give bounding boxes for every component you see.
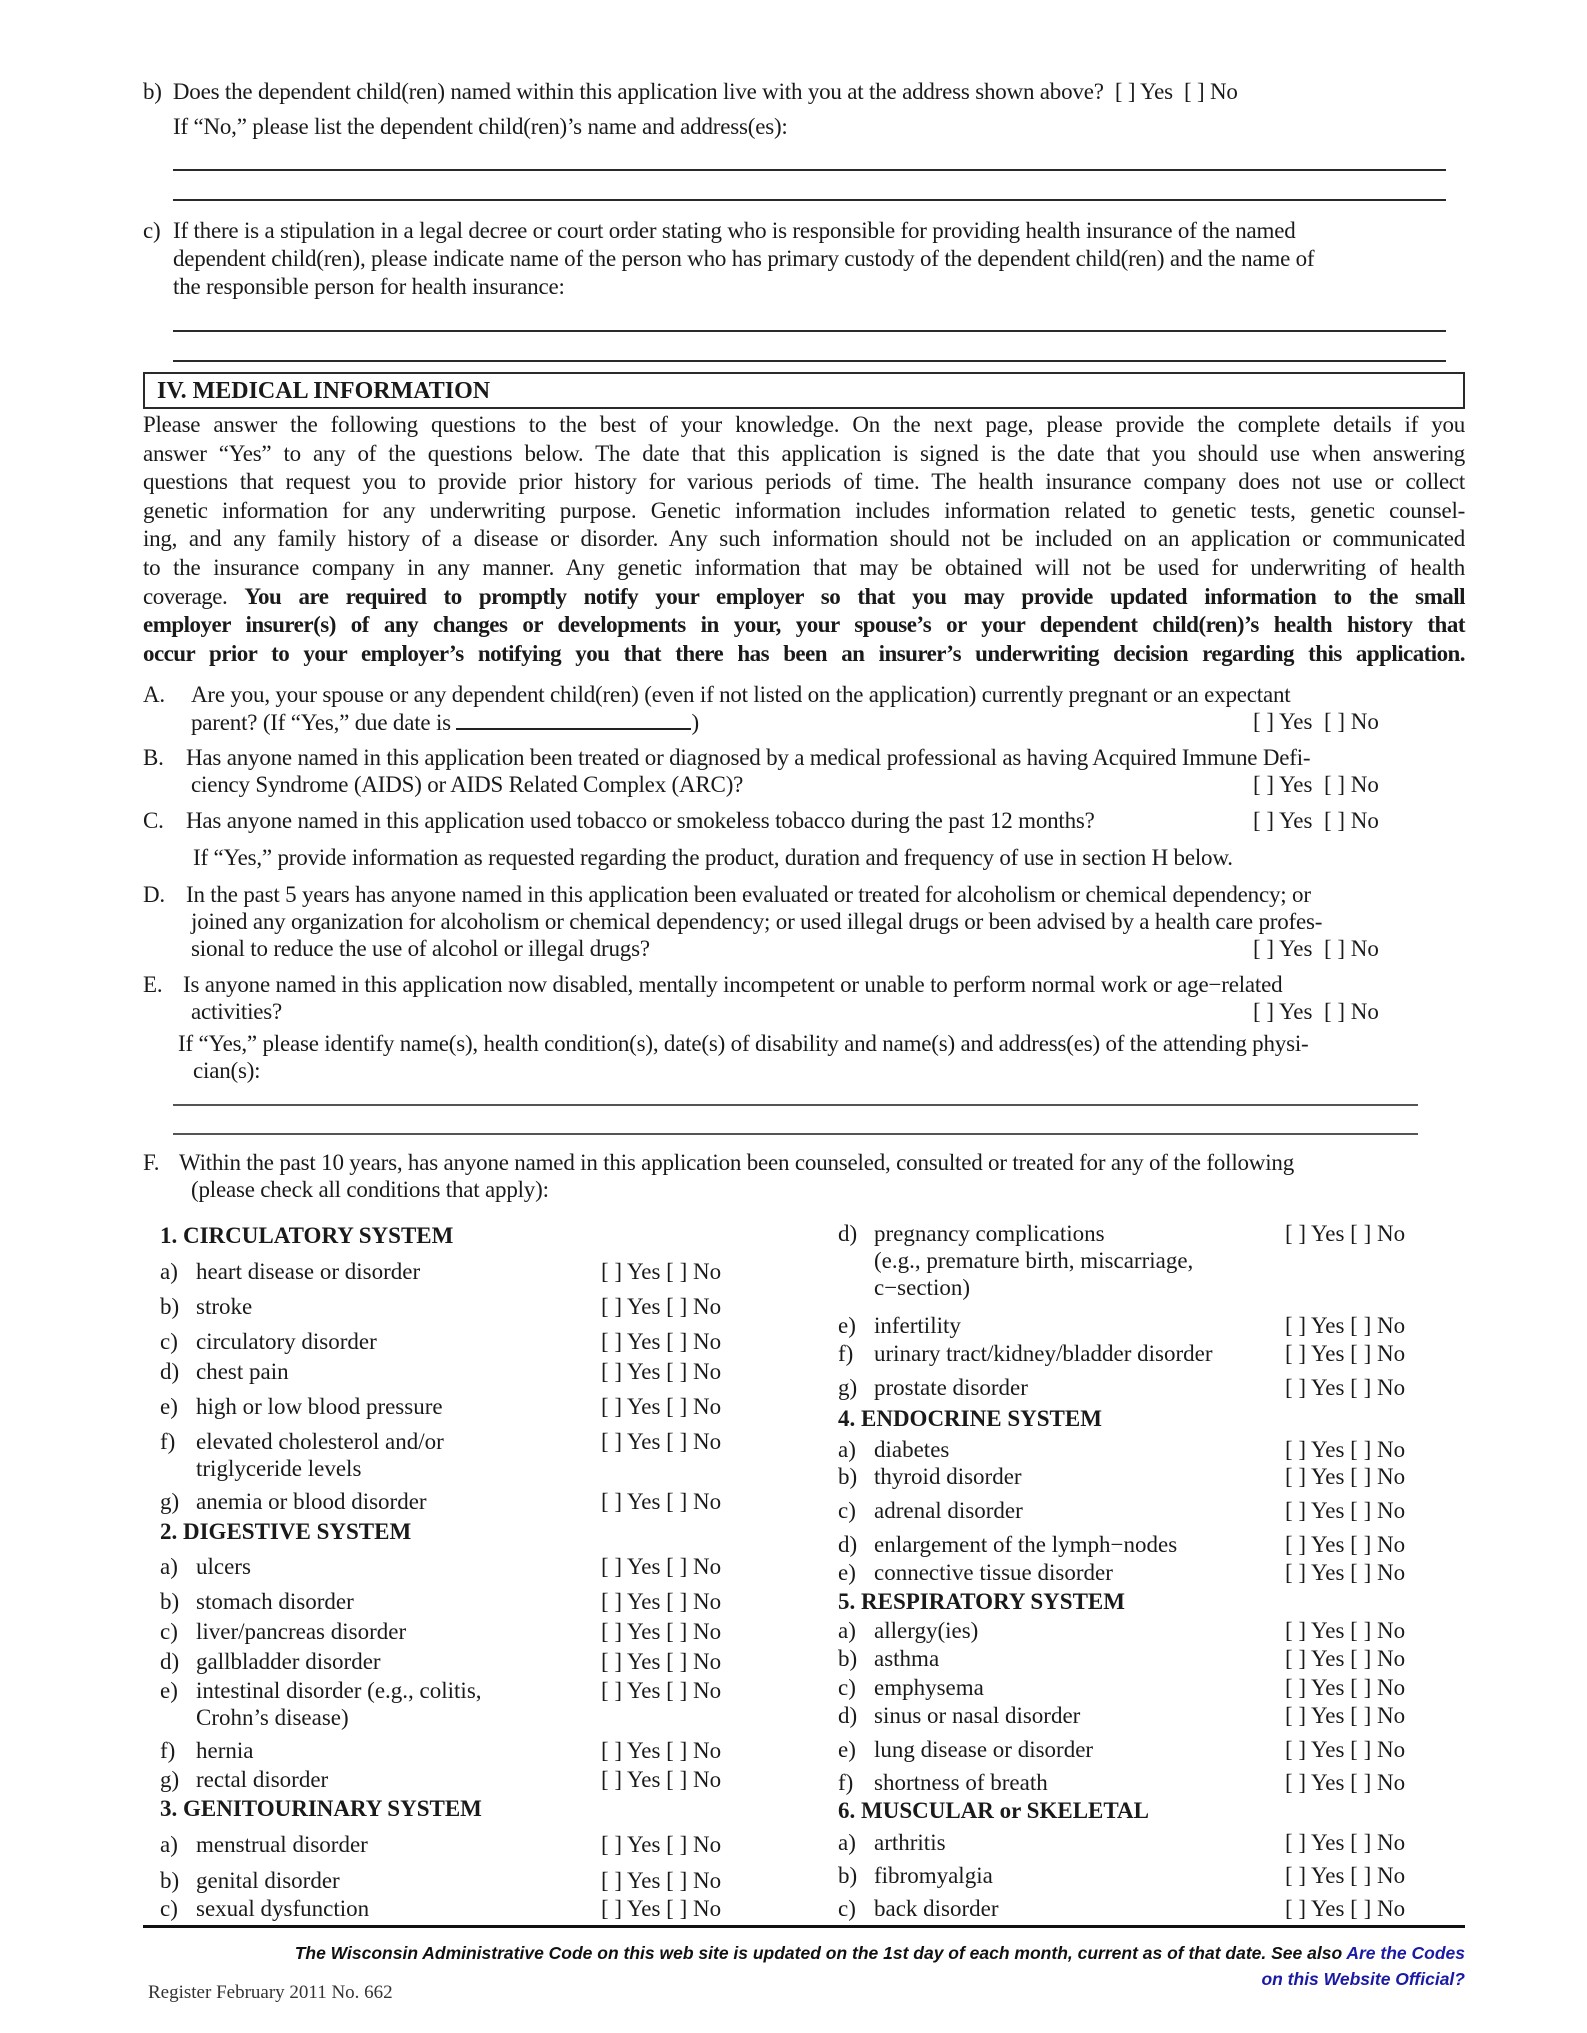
- condition-section-header: 1. CIRCULATORY SYSTEM: [160, 1223, 454, 1248]
- condition-label: elevated cholesterol and/or: [196, 1429, 444, 1454]
- question-a-yes-checkbox[interactable]: [ ] Yes: [1253, 709, 1313, 734]
- condition-yes-no-checkboxes[interactable]: [ ] Yes [ ] No: [1285, 1646, 1406, 1671]
- answer-line-c-1[interactable]: [173, 330, 1446, 332]
- condition-yes-no-checkboxes[interactable]: [ ] Yes [ ] No: [1285, 1863, 1406, 1888]
- condition-row: [160, 1618, 406, 1645]
- condition-row: [838, 1559, 1113, 1586]
- question-a-no-checkbox[interactable]: [ ] No: [1323, 709, 1379, 734]
- condition-row: [160, 1488, 427, 1515]
- condition-label: stomach disorder: [196, 1589, 354, 1614]
- condition-yes-no-checkboxes[interactable]: [ ] Yes [ ] No: [601, 1619, 722, 1644]
- condition-letter: b): [160, 1589, 180, 1614]
- condition-row: [838, 1340, 1213, 1367]
- question-c-upper-note: If “Yes,” provide information as requested regarding the product, duration and frequency of use in section H below.: [193, 845, 1233, 870]
- condition-label: arthritis: [874, 1830, 946, 1855]
- condition-label: back disorder: [874, 1896, 999, 1921]
- condition-letter: f): [838, 1770, 854, 1795]
- condition-yes-no-checkboxes[interactable]: [ ] Yes [ ] No: [601, 1868, 722, 1893]
- question-a-label: A.: [143, 682, 165, 707]
- condition-row: [838, 1531, 1177, 1558]
- section-header-medical-information: [143, 372, 1465, 409]
- condition-yes-no-checkboxes[interactable]: [ ] Yes [ ] No: [1285, 1770, 1406, 1795]
- condition-letter: e): [160, 1678, 178, 1703]
- condition-row: [160, 1258, 420, 1285]
- condition-label: ulcers: [196, 1554, 251, 1579]
- question-a-line-2: [191, 708, 699, 737]
- question-b-upper-line-2: ciency Syndrome (AIDS) or AIDS Related Complex (ARC)?: [191, 772, 744, 797]
- condition-letter: a): [160, 1554, 178, 1579]
- condition-letter: b): [160, 1868, 180, 1893]
- condition-label: connective tissue disorder: [874, 1560, 1113, 1585]
- condition-row: [838, 1617, 978, 1644]
- condition-yes-no-checkboxes[interactable]: [ ] Yes [ ] No: [1285, 1560, 1406, 1585]
- condition-label: gallbladder disorder: [196, 1649, 381, 1674]
- condition-row: [160, 1328, 377, 1355]
- condition-yes-no-checkboxes[interactable]: [ ] Yes [ ] No: [1285, 1896, 1406, 1921]
- intro-line: to the insurance company in any manner. Any genetic information that may be obtained will not be used for underwriting of health: [143, 554, 1465, 580]
- intro-bold-text: employer insurer(s) of any changes or developments in your, your spouse’s or your dependent child(ren)’s health history that: [143, 612, 1465, 638]
- condition-yes-no-checkboxes[interactable]: [ ] Yes [ ] No: [601, 1489, 722, 1514]
- condition-letter: b): [838, 1863, 858, 1888]
- condition-letter: f): [160, 1738, 176, 1763]
- condition-label-continued: triglyceride levels: [196, 1456, 362, 1481]
- intro-bold-text: You are required to promptly notify your employer so that you may provide updated information to the small: [244, 583, 1466, 609]
- condition-row: [160, 1677, 482, 1731]
- condition-label-continued: (e.g., premature birth, miscarriage,: [874, 1248, 1194, 1273]
- condition-row: [838, 1736, 1093, 1763]
- condition-row: [160, 1393, 443, 1420]
- question-c-upper-no-checkbox[interactable]: [ ] No: [1323, 808, 1379, 833]
- intro-line: ing, and any family history of a disease or disorder. Any such information should not be included on an application or communicated: [143, 526, 1465, 552]
- intro-line: answer “Yes” to any of the questions below. The date that this application is signed is the date that you should use when answering: [143, 440, 1465, 466]
- condition-letter: d): [160, 1649, 180, 1674]
- question-b-upper-no-checkbox[interactable]: [ ] No: [1323, 772, 1379, 797]
- condition-label: intestinal disorder (e.g., colitis,: [196, 1678, 482, 1703]
- condition-yes-no-checkboxes[interactable]: [ ] Yes [ ] No: [601, 1394, 722, 1419]
- medical-intro-paragraph: [143, 411, 1465, 668]
- official-codes-link[interactable]: Are the Codes: [1346, 1943, 1465, 1963]
- question-d-yes-checkbox[interactable]: [ ] Yes: [1253, 936, 1313, 961]
- condition-letter: a): [838, 1830, 856, 1855]
- question-e-note-1: If “Yes,” please identify name(s), health condition(s), date(s) of disability and name(s) and address(es) of the attending physi-: [178, 1031, 1309, 1056]
- condition-row: [160, 1293, 252, 1320]
- condition-letter: e): [838, 1560, 856, 1585]
- condition-row: [838, 1312, 961, 1339]
- question-e-yes-no: [1253, 998, 1379, 1025]
- condition-yes-no-checkboxes[interactable]: [ ] Yes [ ] No: [601, 1329, 722, 1354]
- condition-letter: e): [160, 1394, 178, 1419]
- question-a-line-1: Are you, your spouse or any dependent child(ren) (even if not listed on the application) currently pregnant or an expectant: [191, 682, 1291, 707]
- question-c-label: c): [143, 218, 161, 243]
- condition-row: [160, 1737, 253, 1764]
- condition-row: [838, 1674, 984, 1701]
- condition-yes-no-checkboxes[interactable]: [ ] Yes [ ] No: [1285, 1675, 1406, 1700]
- official-codes-link-line-2[interactable]: on this Website Official?: [1261, 1969, 1465, 1989]
- condition-yes-no-checkboxes[interactable]: [ ] Yes [ ] No: [601, 1259, 722, 1284]
- question-d-no-checkbox[interactable]: [ ] No: [1323, 936, 1379, 961]
- condition-row: [160, 1588, 354, 1615]
- condition-row: [160, 1648, 381, 1675]
- condition-yes-no-checkboxes[interactable]: [ ] Yes [ ] No: [601, 1678, 722, 1703]
- question-c-line-1: If there is a stipulation in a legal decree or court order stating who is responsible for providing health insurance of the named: [173, 218, 1296, 243]
- condition-yes-no-checkboxes[interactable]: [ ] Yes [ ] No: [601, 1589, 722, 1614]
- condition-label: chest pain: [196, 1359, 289, 1384]
- answer-line-e-1[interactable]: [173, 1104, 1418, 1106]
- question-b-upper-label: B.: [143, 745, 164, 770]
- question-e-label: E.: [143, 972, 163, 997]
- condition-label: sexual dysfunction: [196, 1896, 370, 1921]
- condition-yes-no-checkboxes[interactable]: [ ] Yes [ ] No: [1285, 1313, 1406, 1338]
- answer-line-e-2[interactable]: [173, 1133, 1418, 1135]
- condition-letter: a): [160, 1259, 178, 1284]
- question-a-close-paren: ): [691, 710, 699, 735]
- condition-section-header: 4. ENDOCRINE SYSTEM: [838, 1406, 1102, 1431]
- question-f-label: F.: [143, 1150, 160, 1175]
- condition-letter: g): [160, 1489, 180, 1514]
- condition-row: [838, 1862, 993, 1889]
- condition-yes-no-checkboxes[interactable]: [ ] Yes [ ] No: [1285, 1532, 1406, 1557]
- question-d-yes-no: [1253, 935, 1379, 962]
- question-b: [143, 78, 1238, 106]
- question-c-line-3: the responsible person for health insurance:: [173, 274, 565, 299]
- question-b-text: Does the dependent child(ren) named within this application live with you at the address shown above?: [172, 79, 1104, 104]
- condition-label: stroke: [196, 1294, 253, 1319]
- question-b-no-checkbox[interactable]: [ ] No: [1184, 79, 1238, 104]
- condition-section-header: 2. DIGESTIVE SYSTEM: [160, 1519, 412, 1544]
- condition-letter: e): [838, 1737, 856, 1762]
- condition-label: shortness of breath: [874, 1770, 1048, 1795]
- condition-letter: b): [160, 1294, 180, 1319]
- condition-yes-no-checkboxes[interactable]: [ ] Yes [ ] No: [1285, 1703, 1406, 1728]
- condition-yes-no-checkboxes[interactable]: [ ] Yes [ ] No: [601, 1359, 722, 1384]
- condition-row: [160, 1831, 368, 1858]
- condition-letter: c): [160, 1619, 178, 1644]
- question-b-upper-line-1: Has anyone named in this application been treated or diagnosed by a medical professional as having Acquired Immune Defi-: [186, 745, 1311, 770]
- condition-yes-no-checkboxes[interactable]: [ ] Yes [ ] No: [601, 1832, 722, 1857]
- condition-label: prostate disorder: [874, 1375, 1028, 1400]
- condition-yes-no-checkboxes[interactable]: [ ] Yes [ ] No: [1285, 1464, 1406, 1489]
- question-c-line-2: dependent child(ren), please indicate name of the person who has primary custody of the dependent child(ren) and the name of: [173, 246, 1315, 271]
- condition-label: rectal disorder: [196, 1767, 329, 1792]
- condition-label-continued: Crohn’s disease): [196, 1705, 349, 1730]
- condition-letter: d): [838, 1532, 858, 1557]
- condition-letter: c): [838, 1896, 856, 1921]
- footer-note-text: The Wisconsin Administrative Code on this web site is updated on the 1st day of each month, current as of that date. See also: [294, 1943, 1347, 1963]
- condition-yes-no-checkboxes[interactable]: [ ] Yes [ ] No: [601, 1896, 722, 1921]
- question-e-yes-checkbox[interactable]: [ ] Yes: [1253, 999, 1313, 1024]
- question-a-text: parent? (If “Yes,” due date is: [191, 710, 457, 735]
- condition-label: thyroid disorder: [874, 1464, 1022, 1489]
- question-b-upper-yes-checkbox[interactable]: [ ] Yes: [1253, 772, 1313, 797]
- condition-yes-no-checkboxes[interactable]: [ ] Yes [ ] No: [1285, 1737, 1406, 1762]
- condition-letter: e): [838, 1313, 856, 1338]
- condition-yes-no-checkboxes[interactable]: [ ] Yes [ ] No: [601, 1767, 722, 1792]
- condition-label: lung disease or disorder: [874, 1737, 1094, 1762]
- condition-label: genital disorder: [196, 1868, 340, 1893]
- question-d-label: D.: [143, 882, 165, 907]
- condition-letter: c): [838, 1498, 856, 1523]
- condition-row: [838, 1463, 1022, 1490]
- condition-label: enlargement of the lymph−nodes: [874, 1532, 1178, 1557]
- condition-row: [838, 1220, 1193, 1301]
- condition-yes-no-checkboxes[interactable]: [ ] Yes [ ] No: [601, 1554, 722, 1579]
- question-c-upper-yes-checkbox[interactable]: [ ] Yes: [1253, 808, 1313, 833]
- question-d-line-1: In the past 5 years has anyone named in this application been evaluated or treated for alcoholism or chemical dependency; or: [186, 882, 1311, 907]
- footer-divider: [143, 1925, 1465, 1928]
- condition-label: high or low blood pressure: [196, 1394, 443, 1419]
- condition-row: [160, 1358, 289, 1385]
- condition-yes-no-checkboxes[interactable]: [ ] Yes [ ] No: [601, 1294, 722, 1319]
- answer-line-b-2[interactable]: [173, 199, 1446, 201]
- condition-label: pregnancy complications: [874, 1221, 1105, 1246]
- condition-letter: a): [838, 1437, 856, 1462]
- condition-section-header: 3. GENITOURINARY SYSTEM: [160, 1796, 482, 1821]
- question-b-followup: If “No,” please list the dependent child(ren)’s name and address(es):: [173, 114, 788, 139]
- question-d-line-2: joined any organization for alcoholism or chemical dependency; or used illegal drugs or been advised by a health care profes-: [191, 909, 1323, 934]
- question-c-upper-label: C.: [143, 808, 164, 833]
- condition-label: asthma: [874, 1646, 940, 1671]
- intro-line: questions that request you to provide prior history for various periods of time. The health insurance company does not use or collect: [143, 469, 1465, 495]
- condition-letter: g): [160, 1767, 180, 1792]
- condition-row: [160, 1895, 369, 1922]
- condition-row: [160, 1553, 251, 1580]
- question-f-line-2: (please check all conditions that apply):: [191, 1177, 549, 1202]
- question-b-upper-yes-no: [1253, 771, 1379, 798]
- condition-label: diabetes: [874, 1437, 950, 1462]
- condition-row: [838, 1702, 1080, 1729]
- question-e-note-2: cian(s):: [193, 1058, 261, 1083]
- condition-yes-no-checkboxes[interactable]: [ ] Yes [ ] No: [1285, 1341, 1406, 1366]
- condition-label: circulatory disorder: [196, 1329, 377, 1354]
- condition-letter: d): [838, 1221, 858, 1246]
- condition-letter: c): [838, 1675, 856, 1700]
- intro-bold-text: occur prior to your employer’s notifying you that there has been an insurer’s underwriting decision regarding this application.: [143, 640, 1465, 666]
- condition-label: emphysema: [874, 1675, 984, 1700]
- condition-row: [160, 1428, 444, 1482]
- condition-yes-no-checkboxes[interactable]: [ ] Yes [ ] No: [1285, 1618, 1406, 1643]
- condition-row: [838, 1497, 1023, 1524]
- question-b-label: b): [143, 79, 162, 104]
- condition-yes-no-checkboxes[interactable]: [ ] Yes [ ] No: [601, 1738, 722, 1763]
- condition-yes-no-checkboxes[interactable]: [ ] Yes [ ] No: [601, 1429, 722, 1454]
- condition-yes-no-checkboxes[interactable]: [ ] Yes [ ] No: [1285, 1375, 1406, 1400]
- condition-letter: b): [838, 1464, 858, 1489]
- condition-letter: g): [838, 1375, 858, 1400]
- condition-label: liver/pancreas disorder: [196, 1619, 407, 1644]
- answer-line-c-2[interactable]: [173, 360, 1446, 362]
- question-c-upper-yes-no: [1253, 807, 1379, 834]
- condition-label: heart disease or disorder: [196, 1259, 421, 1284]
- condition-letter: b): [838, 1646, 858, 1671]
- intro-line: genetic information for any underwriting purpose. Genetic information includes information related to genetic tests, genetic counsel-: [143, 497, 1465, 523]
- condition-letter: a): [838, 1618, 856, 1643]
- condition-row: [838, 1829, 946, 1856]
- question-e-line-2: activities?: [191, 999, 283, 1024]
- condition-label-continued: c−section): [874, 1275, 970, 1300]
- condition-row: [838, 1645, 939, 1672]
- condition-letter: d): [160, 1359, 180, 1384]
- condition-label: infertility: [874, 1313, 961, 1338]
- condition-label: adrenal disorder: [874, 1498, 1023, 1523]
- due-date-input[interactable]: [456, 708, 691, 730]
- question-c-upper-line-1: Has anyone named in this application used tobacco or smokeless tobacco during the past 12 months?: [186, 808, 1095, 833]
- question-e-line-1: Is anyone named in this application now disabled, mentally incompetent or unable to perform normal work or age−related: [183, 972, 1283, 997]
- condition-yes-no-checkboxes[interactable]: [ ] Yes [ ] No: [1285, 1437, 1406, 1462]
- condition-label: urinary tract/kidney/bladder disorder: [874, 1341, 1213, 1366]
- question-e-no-checkbox[interactable]: [ ] No: [1323, 999, 1379, 1024]
- question-f-line-1: Within the past 10 years, has anyone named in this application been counseled, consulted or treated for any of the following: [179, 1150, 1295, 1175]
- question-b-yes-checkbox[interactable]: [ ] Yes: [1114, 79, 1173, 104]
- answer-line-b-1[interactable]: [173, 169, 1446, 171]
- question-a-yes-no: [1253, 708, 1379, 735]
- condition-label: menstrual disorder: [196, 1832, 368, 1857]
- intro-plain-text: coverage.: [143, 583, 245, 609]
- condition-section-header: 5. RESPIRATORY SYSTEM: [838, 1589, 1125, 1614]
- condition-yes-no-checkboxes[interactable]: [ ] Yes [ ] No: [1285, 1830, 1406, 1855]
- condition-row: [160, 1766, 328, 1793]
- condition-letter: d): [838, 1703, 858, 1728]
- condition-letter: c): [160, 1896, 178, 1921]
- condition-yes-no-checkboxes[interactable]: [ ] Yes [ ] No: [1285, 1221, 1406, 1246]
- condition-section-header: 6. MUSCULAR or SKELETAL: [838, 1798, 1149, 1823]
- condition-label: allergy(ies): [874, 1618, 979, 1643]
- condition-letter: c): [160, 1329, 178, 1354]
- condition-label: anemia or blood disorder: [196, 1489, 427, 1514]
- condition-letter: a): [160, 1832, 178, 1857]
- condition-row: [838, 1769, 1048, 1796]
- section-title: IV. MEDICAL INFORMATION: [157, 378, 491, 404]
- intro-line-bold-1: [143, 583, 1465, 612]
- condition-label: hernia: [196, 1738, 254, 1763]
- condition-label: sinus or nasal disorder: [874, 1703, 1081, 1728]
- condition-letter: f): [838, 1341, 854, 1366]
- intro-line: Please answer the following questions to the best of your knowledge. On the next page, please provide the complete details if you: [143, 412, 1465, 437]
- condition-yes-no-checkboxes[interactable]: [ ] Yes [ ] No: [1285, 1498, 1406, 1523]
- condition-yes-no-checkboxes[interactable]: [ ] Yes [ ] No: [601, 1649, 722, 1674]
- condition-row: [838, 1374, 1028, 1401]
- condition-label: fibromyalgia: [874, 1863, 993, 1888]
- condition-row: [838, 1895, 999, 1922]
- condition-row: [160, 1867, 340, 1894]
- register-issue: Register February 2011 No. 662: [148, 1982, 393, 2003]
- question-d-line-3: sional to reduce the use of alcohol or illegal drugs?: [191, 936, 650, 961]
- condition-letter: f): [160, 1429, 176, 1454]
- condition-row: [838, 1436, 949, 1463]
